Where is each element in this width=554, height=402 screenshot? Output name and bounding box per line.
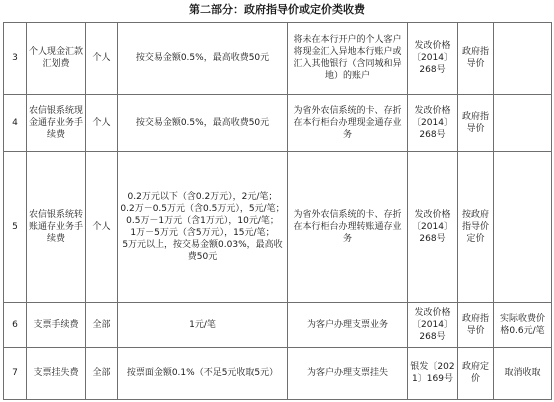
table-row <box>4 23 552 95</box>
fee-standard: 1元/笔 <box>118 303 288 348</box>
fee-basis: 银发〔2021〕169号 <box>408 347 458 399</box>
fee-scope: 将未在本行开户的个人客户将现金汇入异地本行账户或汇入其他银行（含同城和异地）的账户 <box>288 23 408 95</box>
fee-remark: 取消收取 <box>494 347 552 399</box>
fee-name: 农信银系统现金通存业务手续费 <box>27 94 86 151</box>
fee-remark: 实际收费价格0.6元/笔 <box>494 303 552 348</box>
fee-basis: 发改价格〔2014〕268号 <box>408 303 458 348</box>
fee-remark <box>494 152 552 303</box>
pricing-mode: 政府指导价 <box>458 303 494 348</box>
row-number: 4 <box>4 94 27 151</box>
table-row <box>4 152 552 303</box>
fee-target: 全部 <box>86 347 118 399</box>
fee-target: 全部 <box>86 303 118 348</box>
pricing-mode: 按政府指导价定价 <box>458 152 494 303</box>
row-number: 5 <box>4 152 27 303</box>
fee-scope: 为客户办理支票业务 <box>288 303 408 348</box>
fee-basis: 发改价格〔2014〕268号 <box>408 94 458 151</box>
fee-standard: 0.2万元以下（含0.2万元），2元/笔； 0.2万－0.5万元（含0.5万元），5元/笔； 0.5万－1万元（含1万元），10元/笔； 1万－5万元（含5万元），15元/笔； 5万元以上，按交易金额0.03%，最高收费50元 <box>118 152 288 303</box>
fee-target: 个人 <box>86 23 118 95</box>
row-number: 6 <box>4 303 27 348</box>
fee-name: 支票手续费 <box>27 303 86 348</box>
table-row <box>4 347 552 399</box>
pricing-mode: 政府指导价 <box>458 23 494 95</box>
fee-remark <box>494 23 552 95</box>
fee-name: 个人现金汇款汇划费 <box>27 23 86 95</box>
row-number: 3 <box>4 23 27 95</box>
pricing-mode: 政府定价 <box>458 347 494 399</box>
fee-table <box>3 22 552 400</box>
fee-remark <box>494 94 552 151</box>
table-row <box>4 94 552 151</box>
fee-basis: 发改价格〔2014〕268号 <box>408 23 458 95</box>
table-row <box>4 303 552 348</box>
row-number: 7 <box>4 347 27 399</box>
fee-target: 个人 <box>86 94 118 151</box>
fee-name: 支票挂失费 <box>27 347 86 399</box>
fee-scope: 为省外农信系统的卡、存折在本行柜台办理转账通存业务 <box>288 152 408 303</box>
fee-scope: 为省外农信系统的卡、存折在本行柜台办理现金通存业务 <box>288 94 408 151</box>
fee-basis: 发改价格〔2014〕268号 <box>408 152 458 303</box>
section-title: 第二部分：政府指导价或定价类收费 <box>189 3 365 16</box>
pricing-mode: 政府指导价 <box>458 94 494 151</box>
fee-standard: 按票面金额0.1%（不足5元收取5元） <box>118 347 288 399</box>
fee-scope: 为客户办理支票挂失 <box>288 347 408 399</box>
fee-target: 个人 <box>86 152 118 303</box>
fee-standard: 按交易金额0.5%，最高收费50元 <box>118 23 288 95</box>
fee-standard: 按交易金额0.5%，最高收费50元 <box>118 94 288 151</box>
fee-name: 农信银系统转账通存业务手续费 <box>27 152 86 303</box>
